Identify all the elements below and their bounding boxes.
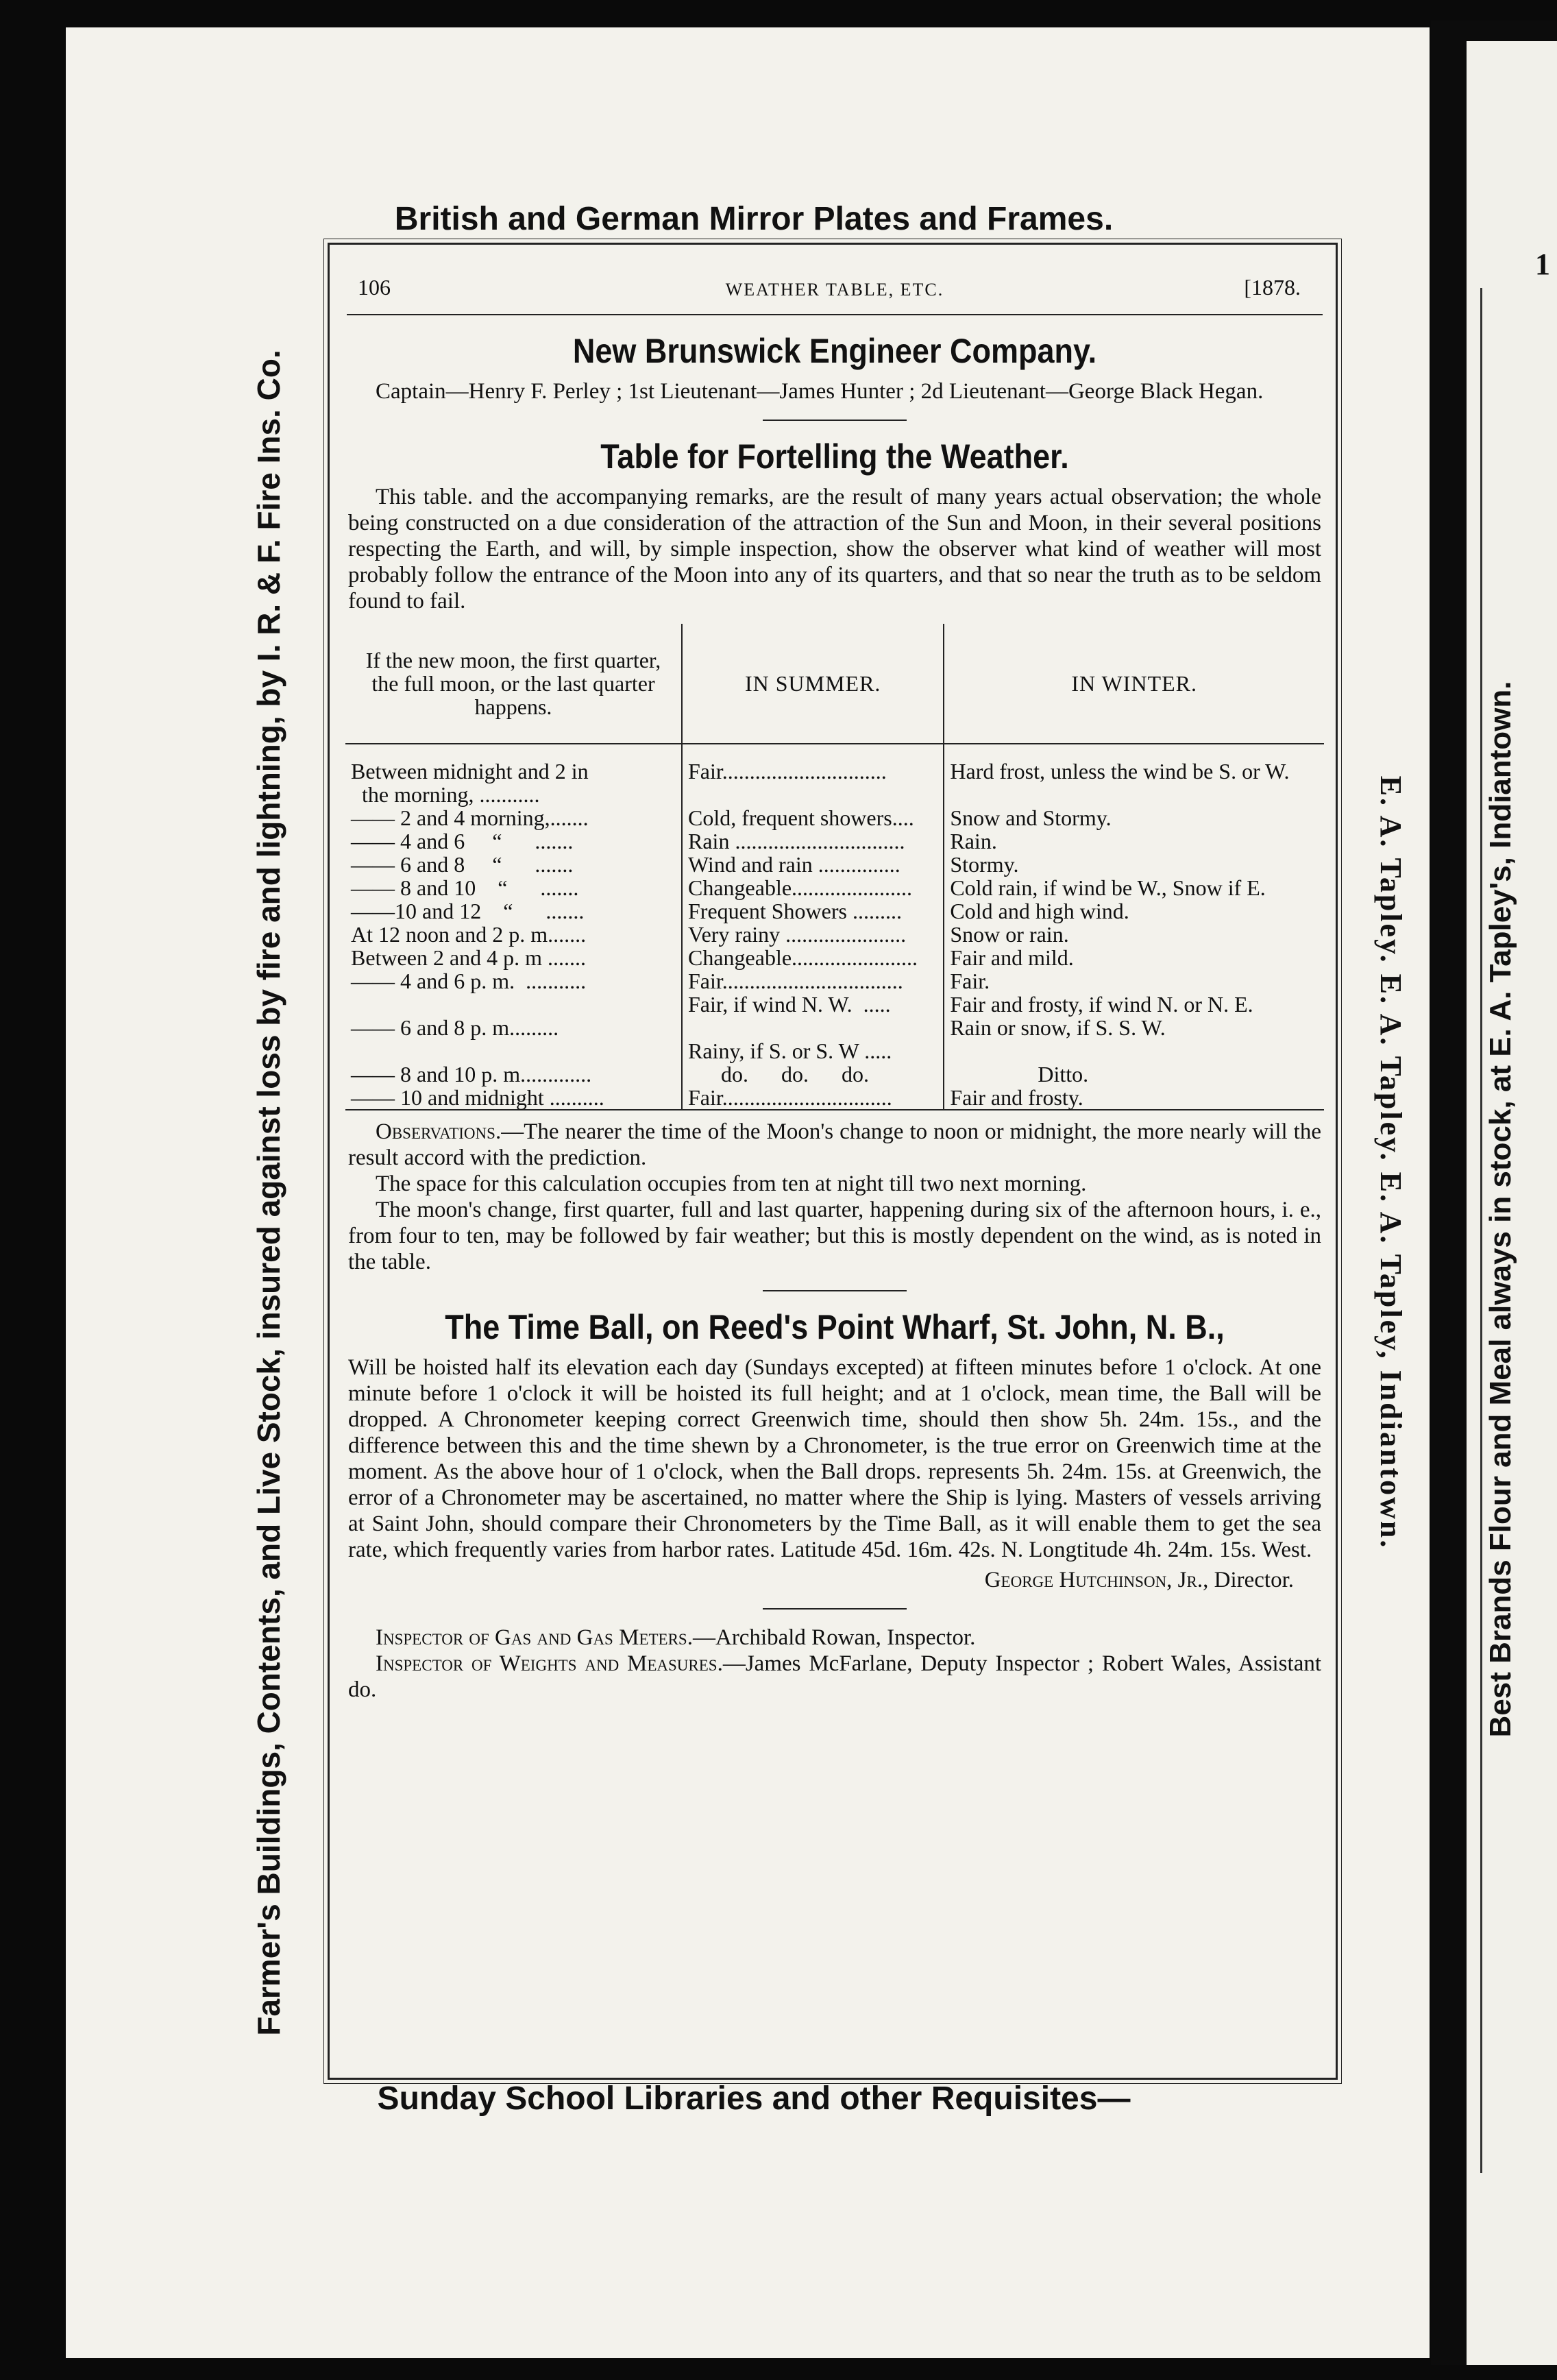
weather-cell-winter: Cold rain, if wind be W., Snow if E.	[944, 876, 1324, 899]
weather-cell-summer: Changeable.......................	[682, 946, 944, 969]
section-divider-2	[763, 1290, 907, 1291]
section-divider-3	[763, 1608, 907, 1610]
weather-cell-summer: Rain ...............................	[682, 829, 944, 853]
weather-row	[345, 829, 1324, 853]
weather-cell-winter: Ditto.	[944, 1062, 1324, 1086]
weather-row	[345, 1062, 1324, 1086]
weather-cell-when: Between midnight and 2 in the morning, ...........	[351, 759, 589, 807]
weather-cell-summer: Frequent Showers .........	[682, 899, 944, 923]
weather-cell-winter: Stormy.	[944, 853, 1324, 876]
weather-cell-when: —— 4 and 6 p. m. ...........	[351, 969, 587, 993]
weather-cell-summer: do. do. do.	[682, 1062, 944, 1086]
weather-cell-when: —— 2 and 4 morning,.......	[351, 805, 589, 830]
weather-cell-summer: Fair.................................	[682, 969, 944, 993]
weather-cell-summer: Fair..............................	[682, 744, 944, 806]
left-advert-banner: Farmer's Buildings, Contents, and Live Stock, insured against loss by fire and lightning, by I. R. & F. Fire Ins. Co.	[251, 350, 286, 2036]
weather-table-header	[345, 624, 1324, 744]
director-name: George Hutchinson, Jr.,	[984, 1568, 1209, 1592]
weather-cell-winter: Fair and mild.	[944, 946, 1324, 969]
head-rule	[347, 314, 1323, 315]
timeball-text: Will be hoisted half its elevation each day (Sundays excepted) at fifteen minutes before 1 o'clock. At one minute before 1 o'clock it will be hoisted its full height; and at 1 o'clock, mean time, the Ball will be dropped. A Chronometer keeping correct Greenwich time, should then show 5h. 24m. 15s., and the difference between this and the time shewn by a Chronometer, is the true error on Greenwich time at the moment. As the above hour of 1 o'clock, when the Ball drops. represents 5h. 24m. 15s. at Greenwich, the error of a Chronometer may be ascertained, no matter where the Ship is lying. Masters of vessels arriving at Saint John, should compare their Chronometers by the Time Ball, as it will enable them to get the sea rate, which frequently varies from harbor rates. Latitude 45d. 16m. 42s. N. Longtitude 4h. 24m. 15s. West.	[348, 1355, 1321, 1562]
page-number: 106	[358, 275, 391, 300]
weather-cell-winter: Fair and frosty.	[944, 1086, 1324, 1110]
weather-row	[345, 969, 1324, 993]
weather-cell-winter: Snow or rain.	[944, 923, 1324, 946]
weather-row	[345, 923, 1324, 946]
right-advert-banner: Best Brands Flour and Meal always in stock, at E. A. Tapley's, Indiantown.	[1484, 681, 1517, 1738]
weather-row	[345, 899, 1324, 923]
weather-row	[345, 876, 1324, 899]
weather-cell-summer: Fair...............................	[682, 1086, 944, 1110]
page-content	[341, 274, 1328, 1703]
inspector-gas-label: Inspector of Gas and Gas Meters.	[376, 1625, 693, 1650]
section-divider	[763, 420, 907, 421]
weather-cell-when: —— 8 and 10 “ .......	[351, 875, 579, 900]
weather-cell-summer: Changeable......................	[682, 876, 944, 899]
top-advert-banner: British and German Mirror Plates and Frames.	[394, 201, 1114, 237]
weather-cell-when: —— 6 and 8 “ .......	[351, 852, 574, 877]
inspector-gas-text: —Archibald Rowan, Inspector.	[692, 1625, 976, 1650]
header-winter: IN WINTER.	[944, 624, 1324, 744]
weather-row	[345, 946, 1324, 969]
weather-cell-when: —— 6 and 8 p. m.........	[351, 1015, 559, 1040]
running-title: WEATHER TABLE, ETC.	[725, 280, 944, 300]
inspector-weights	[348, 1651, 1321, 1703]
weather-cell-summer: Fair, if wind N. W. ..... Rainy, if S. or S. W .....	[682, 993, 944, 1062]
weather-cell-winter: Fair and frosty, if wind N. or N. E. Rain or snow, if S. S. W.	[944, 993, 1324, 1062]
weather-cell-summer: Very rainy ......................	[682, 923, 944, 946]
weather-row	[345, 853, 1324, 876]
timeball-title: The Time Ball, on Reed's Point Wharf, St. John, N. B.,	[445, 1308, 1225, 1346]
engineer-officers: Captain—Henry F. Perley ; 1st Lieutenant—James Hunter ; 2d Lieutenant—George Black Hegan.	[376, 379, 1264, 404]
weather-cell-winter: Fair.	[944, 969, 1324, 993]
header-summer: IN SUMMER.	[682, 624, 944, 744]
weather-cell-when: —— 8 and 10 p. m.............	[351, 1062, 592, 1086]
weather-row	[345, 744, 1324, 806]
weather-cell-winter: Hard frost, unless the wind be S. or W.	[944, 744, 1324, 806]
weather-row	[345, 806, 1324, 829]
observations-text: —The nearer the time of the Moon's change to noon or midnight, the more nearly will the result accord with the prediction.	[348, 1119, 1321, 1170]
engineer-title: New Brunswick Engineer Company.	[572, 332, 1097, 370]
weather-title: Table for Fortelling the Weather.	[600, 437, 1069, 476]
observations-label: Observations.	[376, 1119, 502, 1144]
facing-page-number: 1	[1535, 247, 1550, 281]
bottom-advert-banner: Sunday School Libraries and other Requisites—	[377, 2080, 1131, 2117]
header-when: If the new moon, the first quarter, the full moon, or the last quarter happens.	[345, 624, 682, 744]
weather-row	[345, 993, 1324, 1062]
observations-text-3: The moon's change, first quarter, full and last quarter, happening during six of the afternoon hours, i. e., from four to ten, may be followed by fair weather; but this is mostly dependent on the wind, as is noted in the table.	[348, 1198, 1321, 1274]
weather-cell-winter: Rain.	[944, 829, 1324, 853]
weather-cell-summer: Cold, frequent showers....	[682, 806, 944, 829]
weather-table	[345, 624, 1324, 1110]
weather-cell-when: ——10 and 12 “ .......	[351, 899, 585, 923]
timeball-signature	[341, 1567, 1294, 1593]
weather-cell-when: Between 2 and 4 p. m .......	[351, 945, 587, 970]
running-year: [1878.	[1244, 275, 1301, 300]
weather-cell-when: —— 10 and midnight ..........	[351, 1085, 604, 1110]
weather-row	[345, 1086, 1324, 1110]
inspector-weights-label: Inspector of Weights and Measures.	[376, 1651, 723, 1676]
inspector-gas	[348, 1625, 1321, 1651]
weather-intro: This table. and the accompanying remarks, are the result of many years actual observation; the whole being constructed on a due consideration of the attraction of the Sun and Moon, in their several positions respecting the Earth, and will, by simple inspection, show the observer what kind of weather will most probably follow the entrance of the Moon into any of its quarters, and that so near the truth as to be seldom found to fail.	[348, 485, 1321, 614]
tapley-advert-banner: E. A. Tapley. E. A. Tapley. E. A. Tapley, Indiantown.	[1374, 775, 1408, 1550]
observations-text-2: The space for this calculation occupies from ten at night till two next morning.	[376, 1171, 1087, 1196]
director-title: Director.	[1208, 1568, 1294, 1592]
weather-cell-when: —— 4 and 6 “ .......	[351, 829, 574, 853]
weather-cell-summer: Wind and rain ...............	[682, 853, 944, 876]
running-head	[341, 274, 1328, 308]
weather-cell-winter: Cold and high wind.	[944, 899, 1324, 923]
observations	[348, 1119, 1321, 1171]
inspector-weights-text: —James McFarlane, Deputy Inspector ; Robert Wales, Assistant do.	[348, 1651, 1322, 1702]
weather-cell-when: At 12 noon and 2 p. m.......	[351, 922, 587, 947]
weather-cell-winter: Snow and Stormy.	[944, 806, 1324, 829]
